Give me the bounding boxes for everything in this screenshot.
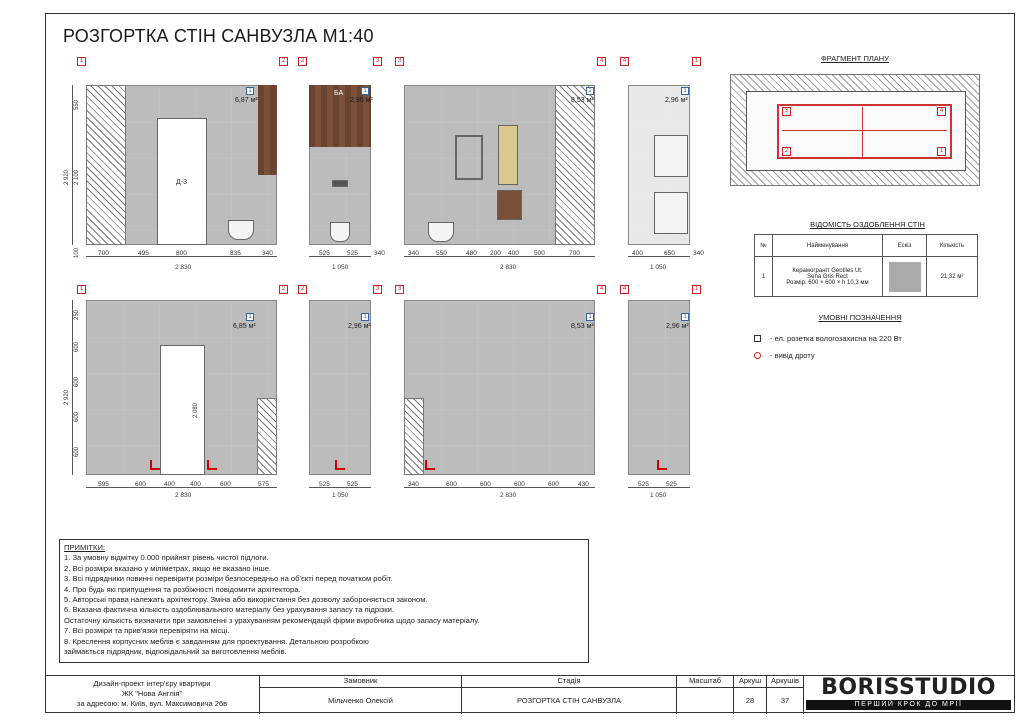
- note-line: 6. Вказана фактична кількість оздоблювального матеріалу без урахування запасу та підрізки.: [64, 605, 394, 615]
- wall-marker: 2: [279, 285, 288, 294]
- axis-line: [782, 130, 947, 131]
- plan-title: ФРАГМЕНТ ПЛАНУ: [821, 54, 889, 63]
- dim: 575: [258, 481, 269, 488]
- plan-marker: 1: [937, 147, 946, 156]
- sheet-label: Аркуш: [734, 676, 767, 688]
- dim: 400: [190, 481, 201, 488]
- wall-marker: 3: [395, 57, 404, 66]
- wall-3-elevation: [404, 300, 595, 475]
- wall-area: 8,53 м²: [571, 323, 594, 330]
- finish-tag: 1: [681, 87, 689, 95]
- towel-radiator: [455, 135, 483, 180]
- dim-total: 2 830: [500, 264, 517, 271]
- dim: 495: [138, 250, 149, 257]
- dim: 650: [664, 250, 675, 257]
- dim: 340: [262, 250, 273, 257]
- dimension-line: [86, 487, 277, 488]
- row-name: [773, 257, 883, 297]
- notes-block: [59, 539, 589, 663]
- dim: 600: [446, 481, 457, 488]
- stage-value: РОЗГОРТКА СТІН САНВУЗЛА: [462, 688, 677, 714]
- v-dim: 100: [74, 247, 80, 258]
- dim: 550: [436, 250, 447, 257]
- toilet: [330, 222, 350, 242]
- note-line: займається підрядник, відповідальний за виготовлення меблів.: [64, 647, 287, 657]
- sheets-total: 37: [767, 688, 804, 714]
- door-height: 2 080: [193, 402, 199, 418]
- toilet: [428, 222, 454, 242]
- legend-title: УМОВНІ ПОЗНАЧЕННЯ: [818, 313, 902, 322]
- wire-outlet-arrow: [657, 460, 667, 470]
- notes-title: ПРИМІТКИ:: [64, 543, 106, 552]
- wall-area: 8,53 м²: [571, 97, 594, 104]
- height-dim: 2 920: [64, 389, 70, 405]
- dim: 430: [578, 481, 589, 488]
- note-line: 5. Авторські права належать архітектору. Зміна або використання без дозволу забороняється законом.: [64, 595, 428, 605]
- th-name: Найменування: [773, 235, 883, 257]
- row-sketch: [883, 257, 927, 297]
- dim: 600: [480, 481, 491, 488]
- dim: 700: [98, 250, 109, 257]
- wall-marker: 1: [692, 285, 701, 294]
- wall-area: 2,96 м²: [348, 323, 371, 330]
- dim-total: 2 830: [500, 492, 517, 499]
- v-dim: 550: [74, 99, 80, 110]
- wall-marker: 3: [373, 57, 382, 66]
- wall-area: 6,85 м²: [233, 323, 256, 330]
- flush-button: [332, 180, 348, 187]
- dim: 600: [548, 481, 559, 488]
- plan-marker: 3: [782, 107, 791, 116]
- section-hatch: [555, 85, 595, 245]
- th-num: №: [755, 235, 773, 257]
- finish-tag: 1: [246, 313, 254, 321]
- dim-total: 1 050: [332, 492, 349, 499]
- door-d3: [157, 118, 207, 245]
- dim: 525: [666, 481, 677, 488]
- wall-marker: 3: [373, 285, 382, 294]
- dim: 500: [534, 250, 545, 257]
- dim: 400: [164, 481, 175, 488]
- dryer: [654, 192, 688, 234]
- wire-outlet-arrow: [207, 460, 217, 470]
- finish-table: [754, 234, 978, 297]
- project-line: за адресою: м. Київ, вул. Максимовича 26в: [76, 699, 228, 708]
- material-name: Керамограніт Geotiles Ut.: [792, 267, 863, 274]
- dim-total: 2 830: [175, 492, 192, 499]
- wall-marker: 3: [395, 285, 404, 294]
- wall-marker: 2: [298, 285, 307, 294]
- stage-label: Стадія: [462, 676, 677, 688]
- tile-swatch: [889, 262, 921, 292]
- washing-machine: [654, 135, 688, 177]
- v-dim: 600: [74, 341, 80, 352]
- page-title: РОЗГОРТКА СТІН САНВУЗЛА М1:40: [63, 26, 374, 46]
- wall-area: 2,96 м²: [665, 97, 688, 104]
- wall-marker: 1: [692, 57, 701, 66]
- plan-fragment: [730, 74, 980, 186]
- door-label: Д-3: [176, 179, 187, 186]
- dim-total: 1 050: [650, 264, 667, 271]
- note-line: 8. Креслення корпусних меблів є завданням для проектування. Детальною розробкою: [64, 636, 369, 646]
- wall-outline: [777, 104, 952, 159]
- dim: 525: [319, 481, 330, 488]
- note-line: Остаточну кількість визначити при замовленні з урахуванням рекомендацій фірми виробника щодо запасу матеріалу.: [64, 615, 480, 625]
- finish-tag: 1: [246, 87, 254, 95]
- wall-area: 2,96 м²: [350, 97, 373, 104]
- finish-tag: 1: [361, 87, 369, 95]
- dim: 525: [638, 481, 649, 488]
- dim: 600: [135, 481, 146, 488]
- project-line: Дизайн-проект інтер'єру квартири: [93, 679, 211, 688]
- vertical-dimension-line: [72, 300, 73, 475]
- finish-tag: 1: [681, 313, 689, 321]
- v-dim: 250: [74, 309, 80, 320]
- note-line: 3. Всі підрядники повинні перевірити розміри безпосередньо на об'єкті перед початком робіт.: [64, 574, 393, 584]
- legend-item: - ел. розетка вологозахисна на 220 Вт: [770, 334, 902, 343]
- vertical-dimension-line: [72, 85, 73, 245]
- material-size: Розмір: 600 × 600 × h 10,3 мм: [786, 279, 869, 286]
- toilet: [228, 220, 254, 240]
- dim: 400: [632, 250, 643, 257]
- logo-slogan: ПЕРШИЙ КРОК ДО МРІЇ: [806, 700, 1011, 710]
- dim: 340: [408, 250, 419, 257]
- project-line: ЖК "Нова Англія": [121, 689, 183, 698]
- finish-table-title: ВІДОМІСТЬ ОЗДОБЛЕННЯ СТІН: [810, 220, 925, 229]
- dim: 525: [347, 250, 358, 257]
- customer-label: Замовник: [260, 676, 462, 688]
- wood-panel: [258, 85, 277, 175]
- legend-item: - вивід дроту: [770, 351, 815, 360]
- dim: 700: [569, 250, 580, 257]
- studio-logo: [806, 677, 1011, 711]
- wire-outlet-arrow: [335, 460, 345, 470]
- dimension-line: [404, 487, 595, 488]
- wall-marker: 2: [298, 57, 307, 66]
- wall-marker: 4: [620, 285, 629, 294]
- ba-label: БА: [334, 90, 344, 97]
- dim-total: 2 830: [175, 264, 192, 271]
- v-dim: 600: [74, 411, 80, 422]
- dim: 340: [374, 250, 385, 257]
- wire-outlet-arrow: [150, 460, 160, 470]
- plan-marker: 2: [782, 147, 791, 156]
- wall-marker: 1: [77, 57, 86, 66]
- section-hatch: [86, 85, 126, 245]
- dim: 595: [98, 481, 109, 488]
- wire-outlet-arrow: [425, 460, 435, 470]
- dim: 835: [230, 250, 241, 257]
- finish-tag: 1: [586, 313, 594, 321]
- th-sketch: Ескіз: [883, 235, 927, 257]
- note-line: 2. Всі розміри вказано у міліметрах, якщо не вказано інше.: [64, 563, 272, 573]
- scale-label: Масштаб: [677, 676, 734, 688]
- sheets-label: Аркушів: [767, 676, 804, 688]
- dim: 600: [514, 481, 525, 488]
- dim: 600: [220, 481, 231, 488]
- v-dim: 600: [74, 446, 80, 457]
- plan-room: [746, 91, 966, 171]
- dim: 400: [508, 250, 519, 257]
- height-dim: 2 920: [64, 169, 70, 185]
- row-qty: 21,32 м²: [927, 257, 978, 297]
- mirror: [498, 125, 518, 185]
- project-cell: [45, 676, 260, 714]
- row-num: 1: [755, 257, 773, 297]
- wall-marker: 4: [597, 57, 606, 66]
- th-qty: Кількість: [927, 235, 978, 257]
- wall-marker: 4: [597, 285, 606, 294]
- section-hatch: [257, 398, 277, 475]
- dim: 525: [319, 250, 330, 257]
- customer-name: Мільченко Олексій: [260, 688, 462, 714]
- axis-line: [862, 107, 863, 157]
- dim: 340: [693, 250, 704, 257]
- note-line: 1. За умовну відмітку 0.000 прийнят рівень чистої підлоги.: [64, 553, 269, 563]
- socket-icon: [754, 335, 761, 342]
- vanity-cabinet: [497, 190, 522, 220]
- note-line: 7. Всі розміри та прив'язки перевіряти на місці.: [64, 626, 230, 636]
- wall-area: 6,87 м²: [235, 97, 258, 104]
- finish-tag: 1: [361, 313, 369, 321]
- dim: 200: [490, 250, 501, 257]
- dim: 800: [176, 250, 187, 257]
- dim-total: 1 050: [650, 492, 667, 499]
- plan-marker: 4: [937, 107, 946, 116]
- wall-marker: 2: [279, 57, 288, 66]
- scale-value: [677, 688, 734, 714]
- dim: 340: [408, 481, 419, 488]
- dim-total: 1 050: [332, 264, 349, 271]
- note-line: 4. Про будь які припущення та розбіжності повідомити архітектора.: [64, 584, 301, 594]
- v-dim: 600: [74, 376, 80, 387]
- wall-marker: 4: [620, 57, 629, 66]
- finish-tag: 1: [586, 87, 594, 95]
- material-name-2: Sena Gris Rect: [807, 273, 848, 280]
- v-dim: 2 100: [74, 169, 80, 185]
- dim: 480: [466, 250, 477, 257]
- section-hatch: [404, 398, 424, 475]
- dim: 525: [347, 481, 358, 488]
- sheet-number: 28: [734, 688, 767, 714]
- wire-outlet-icon: [754, 352, 761, 359]
- logo-name: BORISSTUDIO: [821, 675, 996, 700]
- wall-marker: 1: [77, 285, 86, 294]
- wall-area: 2,96 м²: [666, 323, 689, 330]
